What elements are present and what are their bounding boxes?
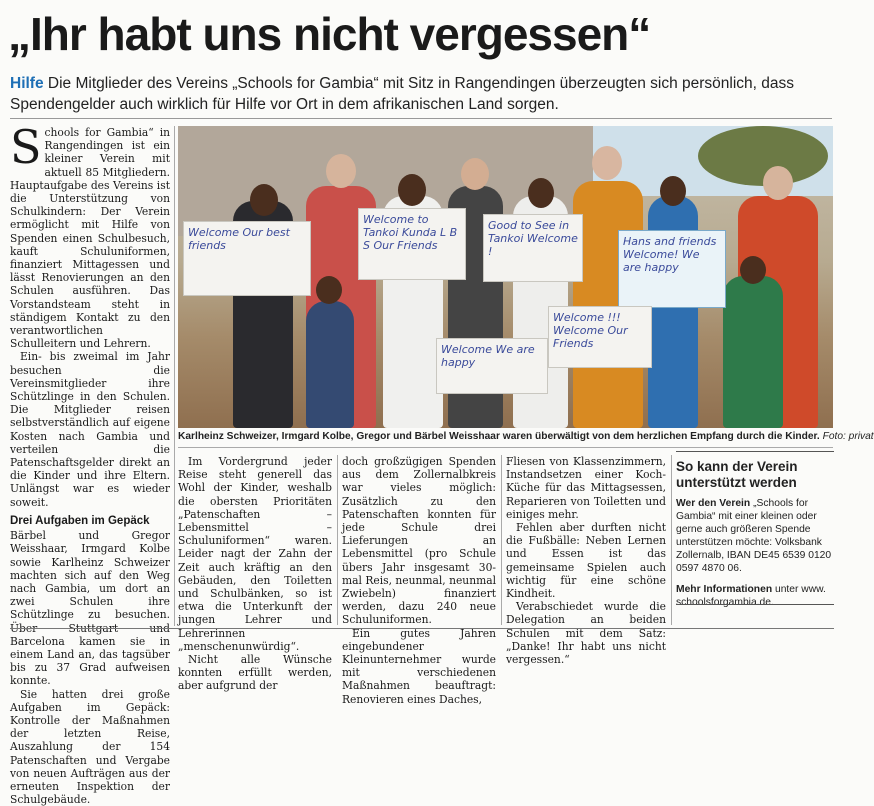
headline: „Ihr habt uns nicht vergessen“ xyxy=(8,8,651,60)
paragraph: Bärbel und Gregor Weisshaar, Irmgard Kolbe sowie Karlheinz Schweizer machten sich auf den Weg nach Gambia, um dort an zwei Schulen ihre Schützlinge zu besuchen. Über Stuttgart und Barcelona kamen sie in einem Land an, das tagsüber bis zu 37 Grad aufweisen konnte. xyxy=(10,529,170,688)
article-column-2 xyxy=(178,455,332,693)
photo-head xyxy=(250,184,278,216)
paragraph: Ein gutes Jahren eingebundener Kleinunternehmer wurde mit verschiedenen Maßnahmen beauftragt: Renovieren eines Daches, xyxy=(342,626,496,706)
infobox-title: So kann der Verein unterstützt werden xyxy=(676,459,798,490)
photo-sign: Welcome Our best friends xyxy=(183,221,311,296)
photo-head xyxy=(592,146,622,180)
paragraph: Verabschiedet wurde die Delegation an beiden Schulen mit dem Satz: „Danke! Ihr habt uns nicht vergessen.“ xyxy=(506,600,666,667)
photo-sign: Good to See in Tankoi Welcome ! xyxy=(483,214,583,282)
paragraph xyxy=(10,120,170,351)
caption-divider xyxy=(178,447,833,448)
photo-head xyxy=(326,154,356,188)
photo-person xyxy=(723,276,783,428)
photo-caption xyxy=(178,431,874,442)
photo-head xyxy=(528,178,554,208)
photo-head xyxy=(660,176,686,206)
photo-head xyxy=(461,158,489,190)
column-divider xyxy=(501,455,502,625)
photo-head xyxy=(740,256,766,284)
photo-sign: Welcome to Tankoi Kunda L B S Our Friends xyxy=(358,208,466,280)
paragraph: Ein- bis zweimal im Jahr besuchen die Vereinsmitglieder ihre Schützlinge in den Schulen. Die Mitglieder reisen selbstverständlich auf eigene Kosten nach Gambia und verteilen die Patenschaftsgelder direkt an die Kinder und ihre Eltern. Unlängst war es wieder soweit. xyxy=(10,350,170,509)
article-column-3 xyxy=(342,455,496,706)
paragraph: doch großzügigen Spenden aus dem Zollernalbkreis war vieles möglich: Zusätzlich zu den Patenschaften konnten für jede Schule drei Lieferungen an Lebensmittel (pro Schule übers Jahr insgesamt 30-mal Reis, neunmal, neunmal Zwiebeln) finanziert werden, dazu 240 neue Schuluniformen. xyxy=(342,455,496,627)
infobox-more-info xyxy=(676,583,834,609)
paragraph: Fliesen von Klassenzimmern, Instandsetzen einer Koch-Küche für das Mittagsessen, Reparieren von Toiletten und einiges mehr. xyxy=(506,455,666,521)
photo-sign: Welcome We are happy xyxy=(436,338,548,394)
photo-person xyxy=(306,301,354,428)
paragraph: Fehlen aber durften nicht die Fußbälle: Neben Lernen und Essen ist das gemeinsame Spielen auch wichtig für eine schöne Kindheit. xyxy=(506,521,666,601)
infobox-bottom-rule xyxy=(676,604,834,605)
infobox-donation-lead: Wer den Verein xyxy=(676,498,751,509)
dropcap: S xyxy=(10,120,42,174)
info-box xyxy=(676,455,834,617)
paragraph-text: chools for Gambia“ in Rangendingen ist ein kleiner Verein mit aktuell 85 Mitgliedern. Hauptaufgabe des Vereins ist die Unterstützung von Schulkindern: Der Verein ermöglicht mit Hilfe von Spenden einen Schulbesuch, kauft Schuluniformen, finanziert Mittagessen und lässt Renovierungen an den Schulen ausführen. Das Vorstandsteam steht in ständigem Kontakt zu den verantwortlichen Schulleitern und Lehrern. xyxy=(10,126,170,351)
section-heading: Drei Aufgaben im Gepäck xyxy=(10,514,150,527)
paragraph: Sie hatten drei große Aufgaben im Gepäck: Kontrolle der Maßnahmen der letzten Reise, Auszahlung der 154 Patenschaften und Vergabe von neuen Aufträgen aus der erneuten Inspektion der Schulgebäude. xyxy=(10,687,170,806)
column-divider xyxy=(174,126,175,626)
subhead-kicker: Hilfe xyxy=(10,75,44,92)
infobox-more-lead: Mehr Informationen xyxy=(676,584,773,595)
subhead xyxy=(10,73,835,115)
photo-sign: Hans and friends Welcome! We are happy xyxy=(618,230,726,308)
paragraph: Nicht alle Wünsche konnten erfüllt werden, aber aufgrund der xyxy=(178,653,332,693)
infobox-donation xyxy=(676,497,834,575)
top-divider xyxy=(10,118,832,119)
photo-sign: Welcome !!! Welcome Our Friends xyxy=(548,306,652,368)
column-divider xyxy=(671,455,672,625)
article-column-4 xyxy=(506,455,666,666)
infobox-website-link[interactable]: unter www. schoolsforgambia.de. xyxy=(676,584,826,608)
photo-credit: Foto: privat xyxy=(819,431,874,442)
infobox-top-rule xyxy=(676,451,834,452)
photo-head xyxy=(763,166,793,200)
paragraph: Im Vordergrund jeder Reise steht generell das Wohl der Kinder, weshalb die obersten Prioritäten „Patenschaften – Lebensmittel – Schuluniformen“ waren. Leider nagt der Zahn der Zeit auch kräftig an den Gebäuden, den Toiletten und Schulbänken, so ist etwa die Unterkunft der jungen Lehrer und Lehrerinnen „menschenunwürdig“. xyxy=(178,455,332,653)
photo-head xyxy=(398,174,426,206)
article-column-1 xyxy=(10,120,170,806)
photo-head xyxy=(316,276,342,304)
column-divider xyxy=(337,455,338,625)
caption-text: Karlheinz Schweizer, Irmgard Kolbe, Gregor und Bärbel Weisshaar waren überwältigt von dem herzlichen Empfang durch die Kinder. xyxy=(178,431,820,442)
page-bottom-rule xyxy=(10,628,834,629)
article-photo xyxy=(178,126,833,428)
subhead-text: Die Mitglieder des Vereins „Schools for Gambia“ mit Sitz in Rangendingen überzeugten sich persönlich, dass Spendengelder auch wirklich für Hilfe vor Ort in dem afrikanischen Land sorgen. xyxy=(10,75,795,113)
infobox-donation-text: „Schools for Gambia“ mit einer kleinen oder gerne auch größeren Spende unterstützen möchte: Volksbank Zollernalb, IBAN DE45 6539 0120 0597 4870 06. xyxy=(676,498,832,574)
